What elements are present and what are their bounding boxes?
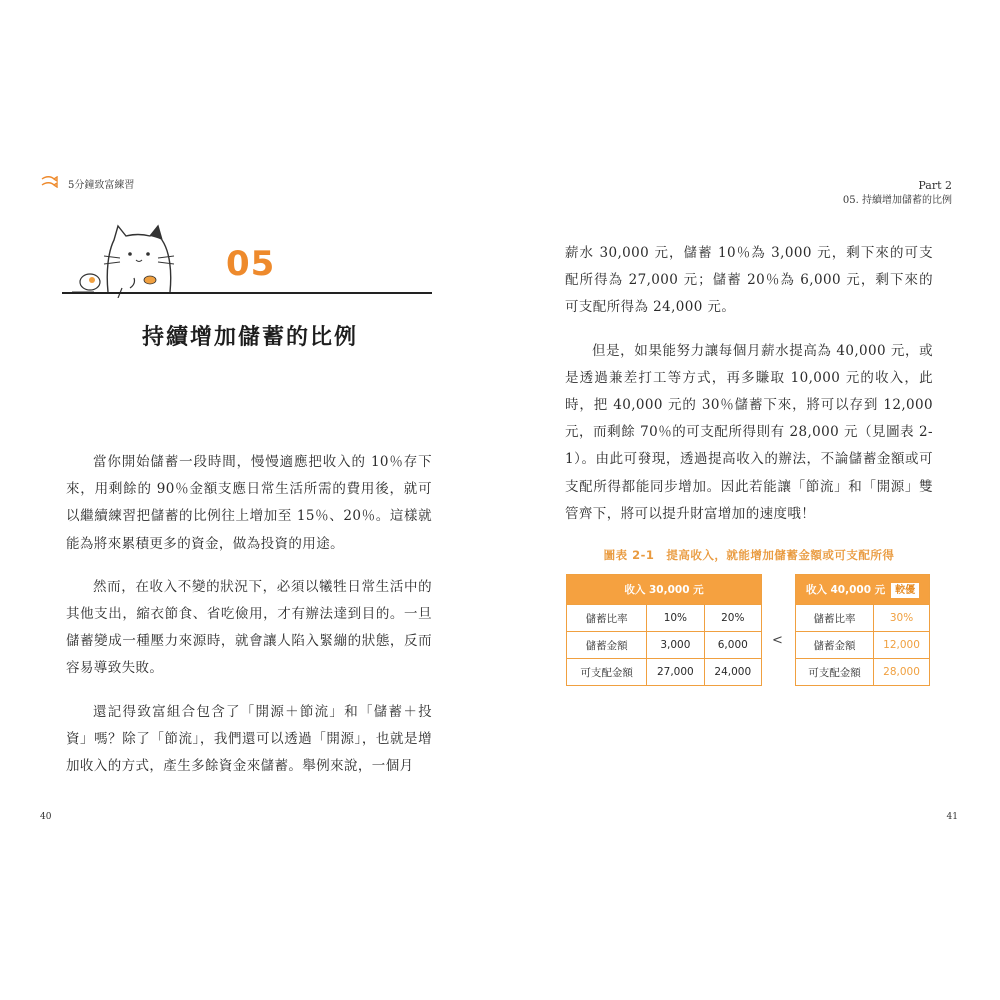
table-row: 可支配金額 27,000 24,000 xyxy=(567,659,762,686)
table-row: 儲蓄比率 10% 20% xyxy=(567,605,762,632)
paragraph: 當你開始儲蓄一段時間，慢慢適應把收入的 10％存下來，用剩餘的 90％金額支應日常生活所需的費用後，就可以繼續練習把儲蓄的比例往上增加至 15％、20％。這樣就能為將來累積更多的資金，做為投資的用途。 xyxy=(66,454,432,552)
table-row: 儲蓄金額 3,000 6,000 xyxy=(567,632,762,659)
table-income-40000 xyxy=(795,574,930,686)
section-label: 05. 持續增加儲蓄的比例 xyxy=(842,195,952,206)
book-title: 5分鐘致富練習 xyxy=(68,180,135,191)
part-label: Part 2 xyxy=(918,179,952,192)
better-badge: 較優 xyxy=(891,583,919,598)
table-row: 儲蓄金額 12,000 xyxy=(796,632,930,659)
right-page-body xyxy=(565,240,933,528)
chapter-title: 持續增加儲蓄的比例 xyxy=(141,325,358,350)
table-header: 收入 30,000 元 xyxy=(567,575,762,605)
paragraph: 還記得致富組合包含了「開源＋節流」和「儲蓄＋投資」嗎？除了「節流」，我們還可以透過「開源」，也就是增加收入的方式，產生多餘資金來儲蓄。舉例來說，一個月 xyxy=(66,703,432,775)
comparison-symbol: < xyxy=(772,633,783,648)
running-header-left xyxy=(40,176,134,191)
table-row: 可支配金額 28,000 xyxy=(796,659,930,686)
left-page-body xyxy=(66,449,432,780)
paragraph: 但是，如果能努力讓每個月薪水提高為 40,000 元，或是透過兼差打工等方式，再多賺取 10,000 元的收入，此時，把 40,000 元的 30％儲蓄下來，將可以存到 12,000 元，而剩餘 70％的可支配所得則有 28,000 元（見圖表 2-1）。由此可發現，透過提高收入的辦法，不論儲蓄金額或可支配所得都能同步增加。因此若能讓「節流」和「開源」雙管齊下，將可以提升財富增加的速度哦！ xyxy=(565,342,933,522)
table-income-30000 xyxy=(566,574,762,686)
table-header: 收入 40,000 元 較優 xyxy=(796,575,930,605)
page-number-left: 40 xyxy=(40,812,52,822)
table-row: 儲蓄比率 30% xyxy=(796,605,930,632)
page-number-right: 41 xyxy=(946,812,958,822)
figure-caption: 圖表 2-1 提高收入，就能增加儲蓄金額或可支配所得 xyxy=(603,548,895,562)
chapter-number: 05 xyxy=(226,244,276,284)
cat-illustration xyxy=(64,222,194,302)
fish-logo-icon xyxy=(40,176,62,191)
paragraph: 薪水 30,000 元，儲蓄 10％為 3,000 元，剩下來的可支配所得為 27,000 元；儲蓄 20％為 6,000 元，剩下來的可支配所得為 24,000 元。 xyxy=(565,245,933,316)
running-header-right xyxy=(843,178,952,208)
chapter-rule xyxy=(62,292,432,294)
paragraph: 然而，在收入不變的狀況下，必須以犧牲日常生活中的其他支出，縮衣節食、省吃儉用，才有辦法達到目的。一旦儲蓄變成一種壓力來源時，就會讓人陷入緊繃的狀態，反而容易導致失敗。 xyxy=(66,578,432,677)
